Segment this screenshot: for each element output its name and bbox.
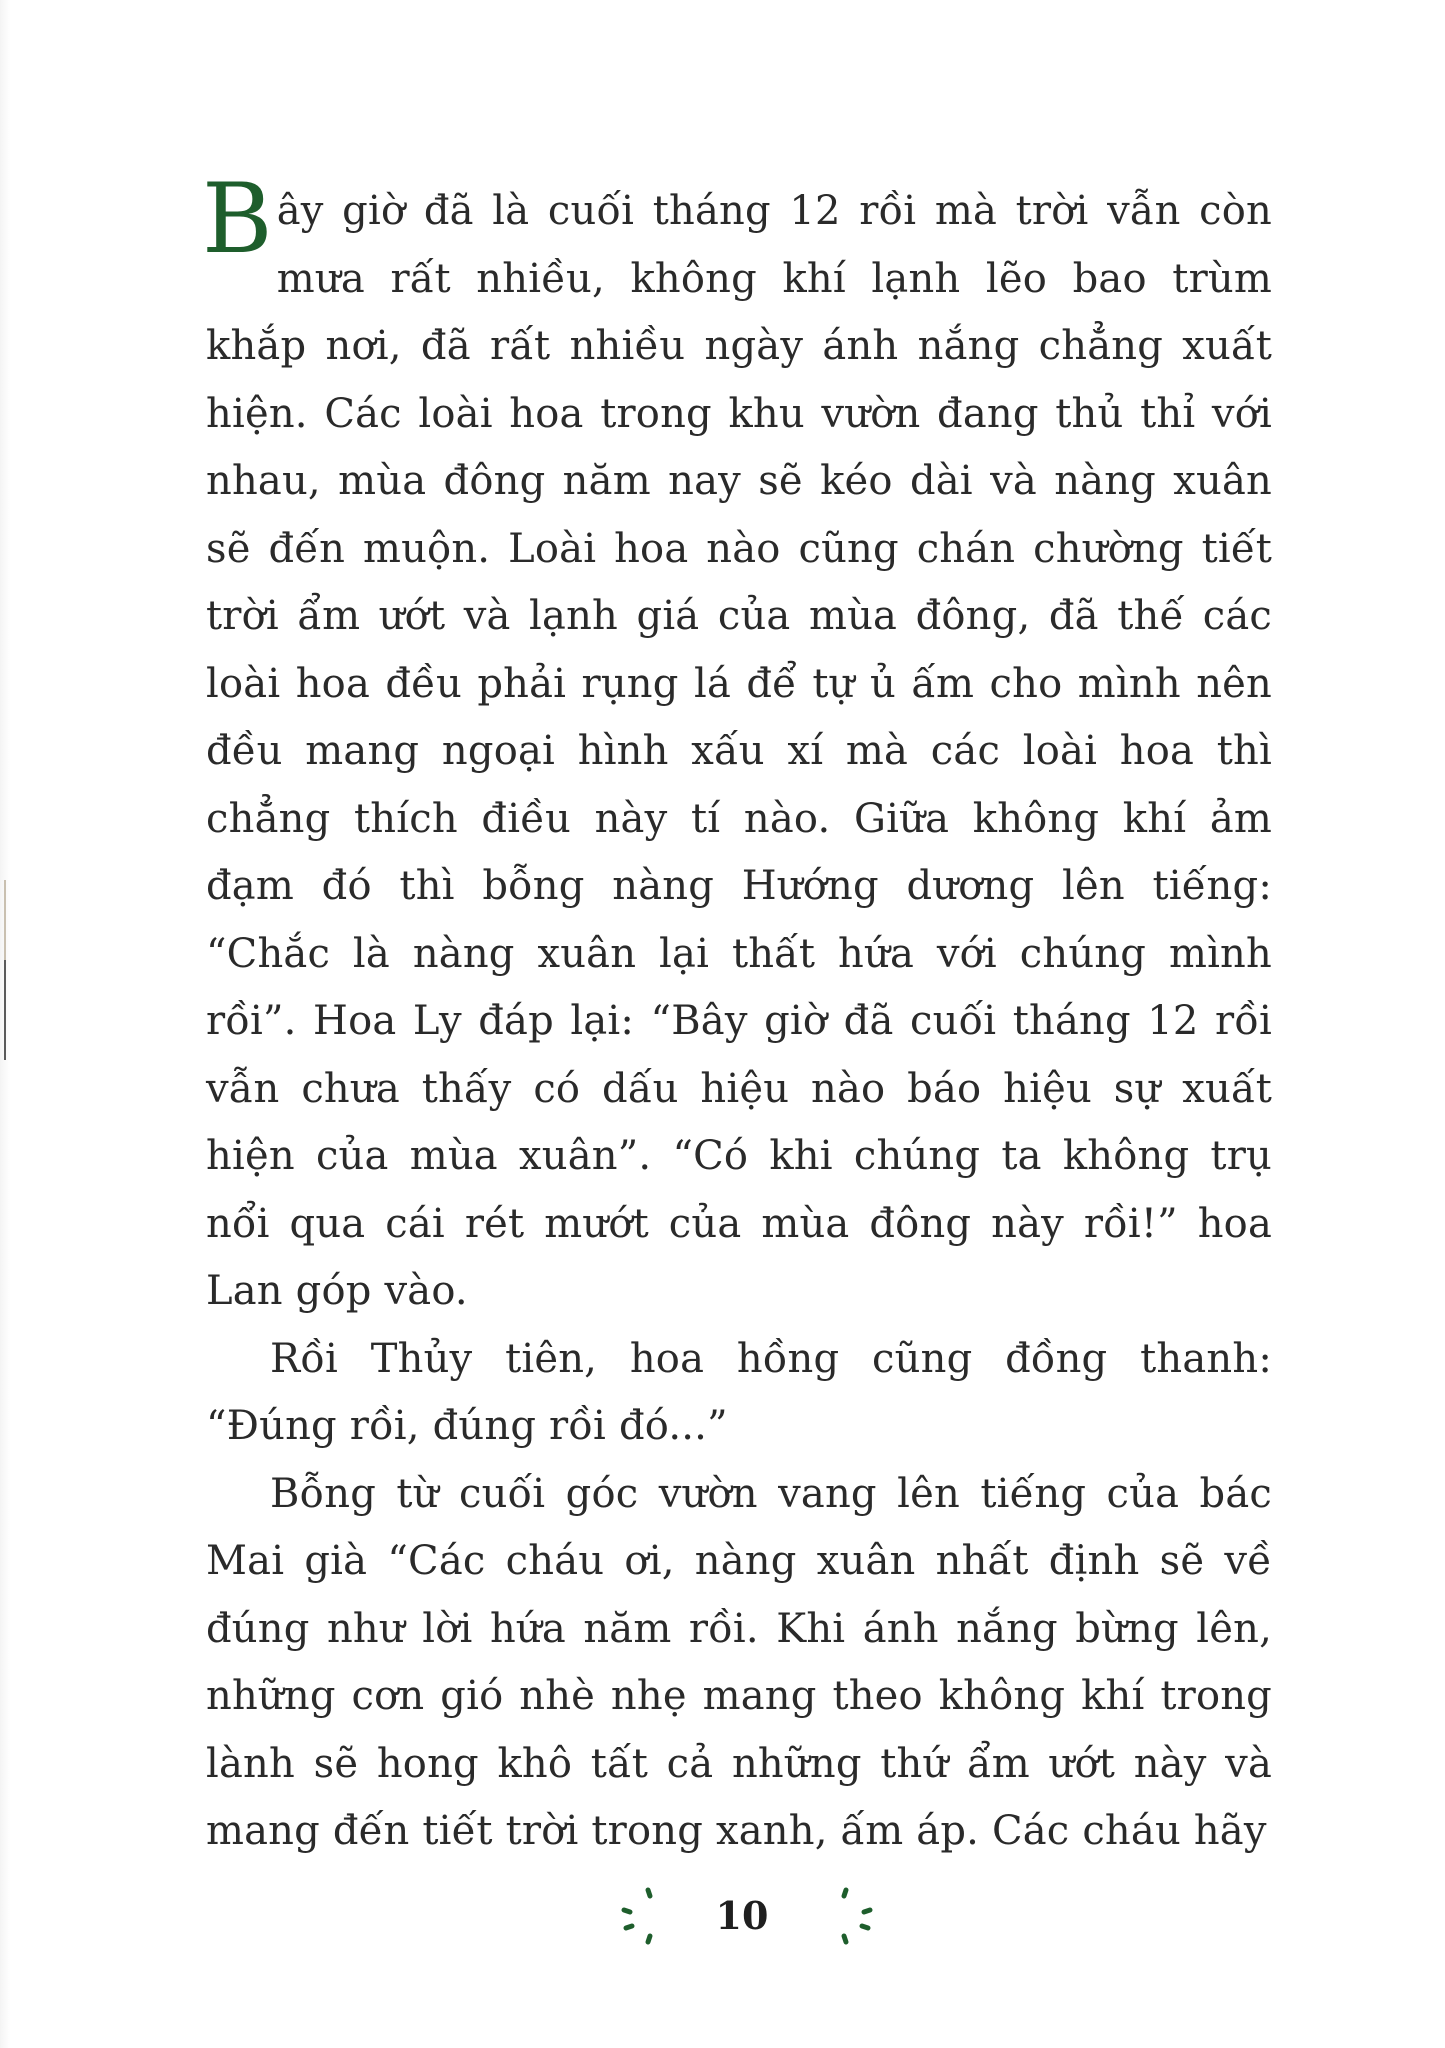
story-text: [202, 163, 1272, 1866]
page-number: 10: [715, 1893, 769, 1938]
page-footer: [0, 1876, 1445, 1956]
scan-mark: [4, 960, 6, 1060]
paragraph-1: [202, 163, 1272, 1326]
drop-cap: B: [202, 163, 273, 275]
paragraph-2: Rồi Thủy tiên, hoa hồng cũng đồng thanh: “Đúng rồi, đúng rồi đó...”: [206, 1335, 1272, 1449]
paragraph-3: Bỗng từ cuối góc vườn vang lên tiếng của bác Mai già “Các cháu ơi, nàng xuân nhất định sẽ về đúng như lời hứa năm rồi. Khi ánh nắng bừng lên, những cơn gió nhè nhẹ mang theo không khí trong lành sẽ hong khô tất cả những thứ ẩm ướt này và mang đến tiết trời trong xanh, ấm áp. Các cháu hãy: [206, 1470, 1272, 1854]
radiating-dashes-icon: [816, 1876, 876, 1956]
radiating-dashes-icon: [618, 1876, 678, 1956]
paragraph-1-text: ây giờ đã là cuối tháng 12 rồi mà trời vẫn còn mưa rất nhiều, không khí lạnh lẽo bao trùm khắp nơi, đã rất nhiều ngày ánh nắng chẳng xuất hiện. Các loài hoa trong khu vườn đang thủ thỉ với nhau, mùa đông năm nay sẽ kéo dài và nàng xuân sẽ đến muộn. Loài hoa nào cũng chán chường tiết trời ẩm ướt và lạnh giá của mùa đông, đã thế các loài hoa đều phải rụng lá để tự ủ ấm cho mình nên đều mang ngoại hình xấu xí mà các loài hoa thì chẳng thích điều này tí nào. Giữa không khí ảm đạm đó thì bỗng nàng Hướng dương lên tiếng: “Chắc là nàng xuân lại thất hứa với chúng mình rồi”. Hoa Ly đáp lại: “Bây giờ đã cuối tháng 12 rồi vẫn chưa thấy có dấu hiệu nào báo hiệu sự xuất hiện của mùa xuân”. “Có khi chúng ta không trụ nổi qua cái rét mướt của mùa đông này rồi!” hoa Lan góp vào.: [206, 188, 1272, 1314]
